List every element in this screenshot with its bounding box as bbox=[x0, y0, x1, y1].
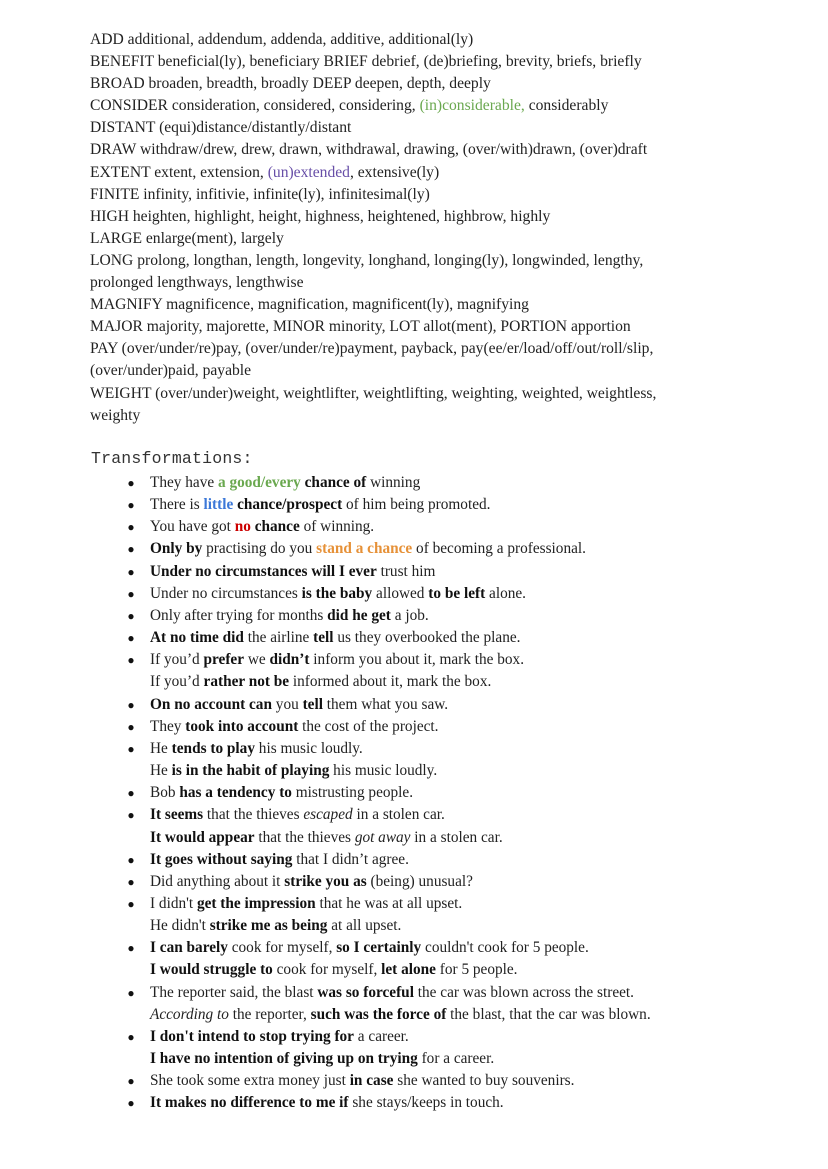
list-item bbox=[0, 627, 828, 649]
list-item bbox=[0, 561, 828, 583]
list-item bbox=[0, 849, 828, 871]
list-item bbox=[0, 871, 828, 893]
list-item bbox=[0, 649, 828, 693]
word-family-weight: WEIGHT (over/under)weight, weightlifter, weightlifting, weighting, weighted, weightless, bbox=[90, 384, 657, 402]
word-family-draw: DRAW withdraw/drew, drew, drawn, withdrawal, drawing, (over/with)drawn, (over)draft bbox=[90, 141, 648, 159]
bullet-icon: ● bbox=[127, 520, 135, 535]
text: couldn't cook for 5 people. bbox=[421, 939, 589, 957]
text: that I didn’t agree. bbox=[292, 850, 409, 868]
word-family-distant: DISTANT (equi)distance/distantly/distant bbox=[90, 119, 352, 137]
key-phrase: has a tendency to bbox=[179, 784, 292, 802]
extent-text-end: , extensive(ly) bbox=[349, 163, 440, 181]
key-phrase: is in the habit of playing bbox=[171, 762, 330, 780]
key-phrase: in case bbox=[349, 1072, 394, 1090]
key-phrase: It makes no difference to me if bbox=[150, 1094, 349, 1112]
key-phrase: It seems bbox=[150, 806, 204, 824]
sentence bbox=[150, 627, 828, 649]
bullet-icon: ● bbox=[127, 719, 135, 734]
italic-phrase: According to bbox=[150, 1005, 229, 1023]
text: They have bbox=[150, 474, 218, 491]
key-phrase: tends to play bbox=[171, 739, 255, 757]
key-phrase: is the baby bbox=[301, 584, 373, 602]
key-phrase: little bbox=[203, 496, 234, 514]
list-item bbox=[0, 738, 828, 782]
sentence bbox=[150, 1070, 828, 1092]
sentence bbox=[150, 494, 828, 516]
sentence bbox=[150, 561, 828, 583]
text: for a career. bbox=[417, 1050, 495, 1068]
key-phrase: I have no intention of giving up on trying bbox=[150, 1050, 418, 1068]
word-family-add: ADD additional, addendum, addenda, additive, additional(ly) bbox=[90, 31, 474, 48]
word-family-magnify: MAGNIFY magnificence, magnification, magnificent(ly), magnifying bbox=[90, 296, 529, 314]
bullet-icon: ● bbox=[127, 476, 135, 490]
list-item bbox=[0, 893, 828, 937]
key-phrase: a good/every bbox=[217, 474, 301, 491]
extent-highlight: (un)extended bbox=[267, 163, 350, 181]
text: she wanted to buy souvenirs. bbox=[393, 1072, 575, 1090]
key-phrase: Under no circumstances will I ever bbox=[150, 562, 377, 580]
transformations-list bbox=[0, 472, 828, 1115]
key-phrase: On no account can bbox=[150, 695, 272, 713]
key-phrase: strike you as bbox=[284, 872, 367, 890]
sentence bbox=[150, 716, 828, 738]
text: I didn't bbox=[150, 894, 197, 912]
key-phrase: so I certainly bbox=[336, 939, 422, 957]
sentence bbox=[150, 472, 828, 494]
bullet-icon: ● bbox=[127, 653, 135, 668]
text: practising do you bbox=[202, 540, 317, 558]
sentence bbox=[150, 1092, 828, 1114]
text: we bbox=[244, 651, 270, 669]
key-phrase: At no time did bbox=[150, 629, 244, 647]
sentence bbox=[150, 516, 828, 538]
key-phrase: let alone bbox=[381, 961, 436, 979]
consider-highlight: (in)considerable, bbox=[419, 97, 525, 115]
word-family-long: LONG prolong, longthan, length, longevity, longhand, longing(ly), longwinded, lengthy, bbox=[90, 251, 644, 269]
bullet-icon: ● bbox=[127, 697, 135, 712]
bullet-icon: ● bbox=[127, 498, 135, 513]
text: a job. bbox=[390, 606, 429, 624]
text: of him being promoted. bbox=[342, 496, 491, 514]
list-item bbox=[0, 782, 828, 804]
sentence bbox=[150, 738, 828, 760]
text: his music loudly. bbox=[254, 739, 363, 757]
word-family-finite: FINITE infinity, infitivie, infinite(ly), infinitesimal(ly) bbox=[90, 185, 430, 203]
text: that the thieves bbox=[254, 828, 355, 846]
bullet-icon: ● bbox=[127, 808, 135, 823]
sentence bbox=[150, 583, 828, 605]
word-family-major: MAJOR majority, majorette, MINOR minority, LOT allot(ment), PORTION apportion bbox=[90, 318, 631, 336]
text: in a stolen car. bbox=[410, 828, 503, 846]
word-family-broad: BROAD broaden, breadth, broadly DEEP deepen, depth, deeply bbox=[90, 75, 491, 93]
key-phrase: prefer bbox=[203, 651, 245, 669]
list-item bbox=[0, 472, 828, 494]
key-phrase: chance of bbox=[304, 474, 367, 491]
text: Bob bbox=[150, 784, 180, 802]
sentence-alt bbox=[150, 1004, 828, 1026]
sentence bbox=[150, 1026, 828, 1048]
list-item bbox=[0, 583, 828, 605]
list-item bbox=[0, 538, 828, 560]
word-family-list bbox=[90, 29, 730, 427]
word-family-weight-cont: weighty bbox=[90, 406, 141, 424]
text: inform you about it, mark the box. bbox=[309, 651, 525, 669]
word-family-extent bbox=[90, 162, 730, 184]
key-phrase: strike me as being bbox=[209, 917, 328, 935]
sentence-alt bbox=[150, 827, 828, 849]
italic-phrase: got away bbox=[354, 828, 411, 846]
list-item bbox=[0, 1092, 828, 1114]
word-family-long-cont: prolonged lengthways, lengthwise bbox=[90, 274, 304, 292]
key-phrase: I don't intend to stop trying for bbox=[150, 1027, 354, 1045]
key-phrase: chance bbox=[254, 518, 300, 536]
italic-phrase: escaped bbox=[303, 806, 353, 824]
text: (being) unusual? bbox=[366, 872, 473, 890]
key-phrase: such was the force of bbox=[310, 1005, 447, 1023]
text: his music loudly. bbox=[329, 762, 438, 780]
text: informed about it, mark the box. bbox=[289, 673, 492, 691]
list-item bbox=[0, 1026, 828, 1070]
text: She took some extra money just bbox=[150, 1072, 350, 1090]
list-item bbox=[0, 937, 828, 981]
list-item bbox=[0, 605, 828, 627]
list-item bbox=[0, 494, 828, 516]
list-item bbox=[0, 1070, 828, 1092]
text: Under no circumstances bbox=[150, 584, 302, 602]
sentence-alt bbox=[150, 671, 828, 693]
sentence-alt bbox=[150, 1048, 828, 1070]
key-phrase: chance/prospect bbox=[237, 496, 343, 514]
sentence bbox=[150, 871, 828, 893]
sentence-alt bbox=[150, 760, 828, 782]
word-family-consider bbox=[90, 95, 730, 117]
sentence bbox=[150, 804, 828, 826]
text: allowed bbox=[372, 584, 429, 602]
sentence bbox=[150, 538, 828, 560]
text: cook for myself, bbox=[272, 961, 382, 979]
extent-text: EXTENT extent, extension, bbox=[90, 163, 268, 181]
text: If you’d bbox=[150, 651, 204, 669]
text: mistrusting people. bbox=[291, 784, 414, 802]
consider-text: CONSIDER consideration, considered, considering, bbox=[90, 97, 420, 115]
key-phrase: rather not be bbox=[203, 673, 290, 691]
text: the airline bbox=[243, 629, 314, 647]
sentence bbox=[150, 605, 828, 627]
text: at all upset. bbox=[327, 917, 402, 935]
text: trust him bbox=[376, 562, 436, 580]
key-phrase: I would struggle to bbox=[150, 961, 273, 979]
text: Only after trying for months bbox=[150, 606, 328, 624]
key-phrase: It goes without saying bbox=[150, 850, 293, 868]
key-phrase: didn’t bbox=[269, 651, 310, 669]
bullet-icon: ● bbox=[127, 852, 135, 867]
text: You have got bbox=[150, 518, 235, 536]
bullet-icon: ● bbox=[127, 985, 135, 1000]
key-phrase: get the impression bbox=[196, 894, 316, 912]
text: the cost of the project. bbox=[298, 717, 439, 735]
word-family-pay-cont: (over/under)paid, payable bbox=[90, 362, 252, 380]
key-phrase: to be left bbox=[428, 584, 486, 602]
sentence bbox=[150, 849, 828, 871]
bullet-icon: ● bbox=[127, 586, 135, 601]
text: He bbox=[150, 739, 172, 757]
text: of winning. bbox=[299, 518, 375, 536]
list-item bbox=[0, 516, 828, 538]
text: in a stolen car. bbox=[352, 806, 445, 824]
word-family-benefit: BENEFIT beneficial(ly), beneficiary BRIEF debrief, (de)briefing, brevity, briefs, briefly bbox=[90, 53, 642, 71]
sentence bbox=[150, 982, 828, 1004]
transformations-heading: Transformations: bbox=[91, 449, 253, 468]
key-phrase: no bbox=[234, 518, 251, 536]
text: winning bbox=[366, 474, 421, 491]
bullet-icon: ● bbox=[127, 896, 135, 911]
bullet-icon: ● bbox=[127, 741, 135, 756]
bullet-icon: ● bbox=[127, 1029, 135, 1044]
word-family-high: HIGH heighten, highlight, height, highness, heightened, highbrow, highly bbox=[90, 207, 551, 225]
bullet-icon: ● bbox=[127, 1074, 135, 1089]
text: of becoming a professional. bbox=[412, 540, 586, 558]
text: that the thieves bbox=[203, 806, 304, 824]
text: them what you saw. bbox=[322, 695, 449, 713]
key-phrase: was so forceful bbox=[317, 983, 414, 1001]
text: the car was blown across the street. bbox=[413, 983, 634, 1001]
bullet-icon: ● bbox=[127, 874, 135, 889]
sentence bbox=[150, 694, 828, 716]
text: for 5 people. bbox=[435, 961, 518, 979]
list-item bbox=[0, 804, 828, 848]
text: He bbox=[150, 762, 172, 780]
key-phrase: It would appear bbox=[150, 828, 255, 846]
sentence-alt bbox=[150, 915, 828, 937]
text: cook for myself, bbox=[227, 939, 337, 957]
text: alone. bbox=[485, 584, 526, 602]
text: us they overbooked the plane. bbox=[333, 629, 521, 647]
text: They bbox=[150, 717, 186, 735]
text: He didn't bbox=[150, 917, 210, 935]
text: If you’d bbox=[150, 673, 204, 691]
list-item bbox=[0, 694, 828, 716]
bullet-icon: ● bbox=[127, 542, 135, 557]
text: The reporter said, the blast bbox=[150, 983, 318, 1001]
sentence-alt bbox=[150, 959, 828, 981]
list-item bbox=[0, 982, 828, 1026]
text: a career. bbox=[353, 1027, 409, 1045]
bullet-icon: ● bbox=[127, 608, 135, 623]
word-family-large: LARGE enlarge(ment), largely bbox=[90, 229, 284, 247]
word-family-pay: PAY (over/under/re)pay, (over/under/re)payment, payback, pay(ee/er/load/off/out/roll/slip, bbox=[90, 340, 654, 358]
key-phrase: stand a chance bbox=[316, 540, 413, 558]
text: she stays/keeps in touch. bbox=[348, 1094, 504, 1112]
text: There is bbox=[150, 496, 204, 514]
text: the reporter, bbox=[228, 1005, 311, 1023]
key-phrase: took into account bbox=[185, 717, 299, 735]
text: that he was at all upset. bbox=[315, 894, 463, 912]
text: Did anything about it bbox=[150, 872, 285, 890]
key-phrase: Only by bbox=[150, 540, 203, 558]
consider-text-end: considerably bbox=[524, 97, 609, 115]
bullet-icon: ● bbox=[127, 631, 135, 646]
key-phrase: I can barely bbox=[150, 939, 228, 957]
list-item bbox=[0, 716, 828, 738]
key-phrase: tell bbox=[302, 695, 323, 713]
sentence bbox=[150, 893, 828, 915]
bullet-icon: ● bbox=[127, 1096, 135, 1111]
key-phrase: tell bbox=[313, 629, 334, 647]
bullet-icon: ● bbox=[127, 941, 135, 956]
text: the blast, that the car was blown. bbox=[446, 1005, 651, 1023]
sentence bbox=[150, 649, 828, 671]
sentence bbox=[150, 937, 828, 959]
sentence bbox=[150, 782, 828, 804]
text: you bbox=[271, 695, 303, 713]
bullet-icon: ● bbox=[127, 786, 135, 801]
bullet-icon: ● bbox=[127, 564, 135, 579]
key-phrase: did he get bbox=[327, 606, 391, 624]
